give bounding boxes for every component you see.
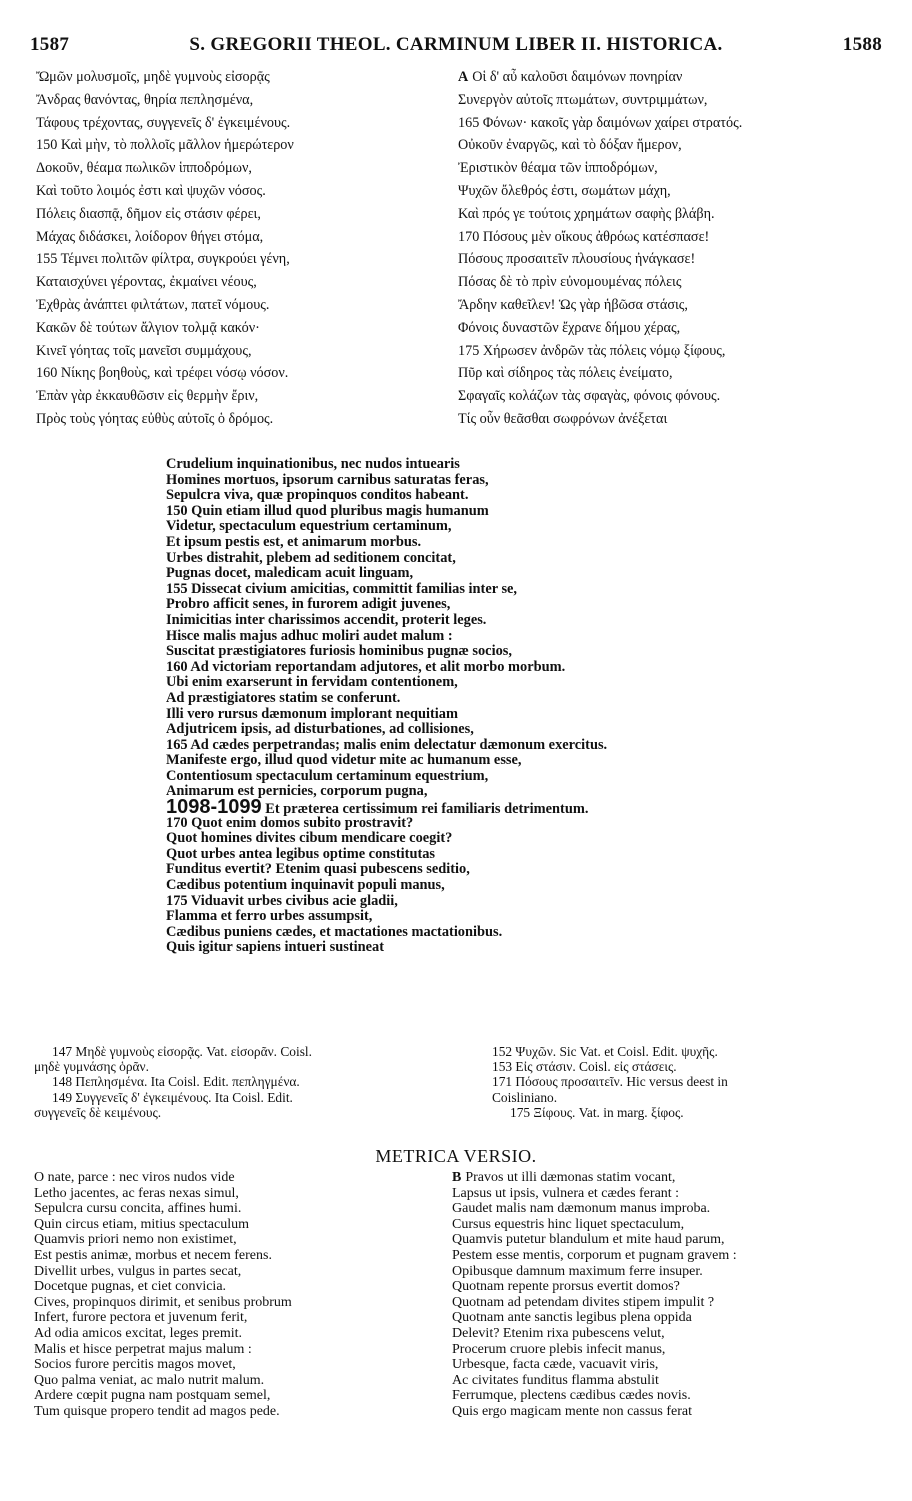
column-number-marker: 1098-1099	[166, 796, 262, 819]
greek-verse-line: Ψυχῶν ὄλεθρός ἐστι, σωμάτων μάχη,	[458, 182, 671, 199]
latin-line-text: Et præterea certissimum rei familiaris detrimentum.	[261, 801, 589, 818]
metrica-verse-line: Cives, propinquos dirimit, et senibus probrum	[34, 1294, 292, 1310]
metrica-verse-line: Sepulcra cursu concita, affines humi.	[34, 1201, 242, 1217]
metrica-verse-line: Divellit urbes, vulgus in partes secat,	[34, 1263, 242, 1279]
greek-verse-line: Συνεργὸν αὐτοῖς πτωμάτων, συντριμμάτων,	[458, 91, 708, 108]
greek-verse-line: Ἄνδρας θανόντας, θηρία πεπλησμένα,	[36, 91, 254, 108]
latin-line: Quis igitur sapiens intueri sustineat	[166, 939, 385, 956]
metrica-verse-line: Quotnam repente prorsus evertit domos?	[452, 1279, 680, 1295]
latin-line: 150 Quin etiam illud quod pluribus magis humanum	[166, 502, 489, 519]
metrica-versio-left-column	[34, 1170, 444, 1420]
latin-line: Crudelium inquinationibus, nec nudos intuearis	[166, 456, 460, 472]
page-number-left: 1587	[30, 34, 70, 55]
critical-note-line: 149 Συγγενεῖς δ' ἐγκειμένους. Ita Coisl. Edit.	[52, 1089, 293, 1105]
critical-notes-left	[34, 1044, 454, 1120]
metrica-verse-line: Quo palma veniat, ac malo nutrit malum.	[34, 1372, 265, 1388]
section-title: METRICA VERSIO.	[375, 1146, 537, 1166]
running-title: S. GREGORII THEOL. CARMINUM LIBER II. HISTORICA.	[189, 34, 723, 55]
metrica-verse-line: Docetque pugnas, et ciet convicia.	[34, 1279, 227, 1295]
greek-verse-line: Κινεῖ γόητας τοῖς μανεῖσι συμμάχους,	[36, 342, 252, 359]
greek-text-right-column	[458, 66, 898, 431]
latin-line: Cædibus potentium inquinavit populi manus,	[166, 877, 445, 894]
metrica-verse-line: Quis ergo magicam mente non cassus ferat	[452, 1403, 693, 1419]
greek-verse-line: Οὐκοῦν ἐναργῶς, καὶ τὸ δόξαν ἥμερον,	[458, 137, 682, 154]
metrica-verse-line: Est pestis animæ, morbus et necem ferens.	[34, 1247, 272, 1263]
page-header	[30, 34, 882, 62]
latin-line: Videtur, spectaculum equestrium certaminum,	[166, 518, 452, 535]
greek-verse-line: Τίς οὖν θεᾶσθαι σωφρόνων ἀνέξεται	[458, 410, 668, 427]
latin-line: Ubi enim exarserunt in fervidam contentionem,	[166, 674, 458, 691]
metrica-verse-line: Pestem esse mentis, corporum et pugnam gravem :	[452, 1247, 737, 1263]
metrica-verse-line: Malis et hisce perpetrat majus malum :	[34, 1341, 252, 1357]
greek-verse-text: Οἱ δ' αὖ καλοῦσι δαιμόνων πονηρίαν	[472, 69, 683, 85]
greek-verse-line: Πόσους προσαιτεῖν πλουσίους ἠνάγκασε!	[458, 251, 696, 268]
latin-line: Funditus evertit? Etenim quasi pubescens seditio,	[166, 861, 470, 878]
greek-verse-line: Τάφους τρέχοντας, συγγενεῖς δ' ἐγκειμένους.	[36, 114, 291, 131]
latin-line: Suscitat præstigiatores furiosis hominibus pugnæ socios,	[166, 643, 512, 660]
metrica-verse-line: Opibusque damnum maximum ferre insuper.	[452, 1263, 703, 1279]
latin-line: 160 Ad victoriam reportandam adjutores, et alit morbo morbum.	[166, 658, 566, 675]
greek-verse-line: Μάχας διδάσκει, λοίδορον θήγει στόμα,	[36, 228, 264, 245]
latin-line	[166, 796, 766, 819]
metrica-verse-line: Procerum cruore plebis infecit manus,	[452, 1341, 666, 1357]
greek-verse-line: Καὶ πρός γε τούτοις χρημάτων σαφὴς βλάβη.	[458, 205, 715, 222]
page-number-right: 1588	[842, 34, 882, 55]
greek-verse-line: Σφαγαῖς κολάζων τὰς σφαγὰς, φόνοις φόνους.	[458, 388, 721, 405]
metrica-verse-line	[452, 1170, 892, 1186]
critical-note-line: μηδὲ γυμνάσης ὁρᾶν.	[34, 1059, 149, 1075]
metrica-verse-line: Tum quisque propero tendit ad magos pede.	[34, 1403, 280, 1419]
greek-verse-line: 150 Καὶ μὴν, τὸ πολλοῖς μᾶλλον ἡμερώτερον	[36, 137, 294, 154]
metrica-verse-line: Ferrumque, plectens cædibus cædes novis.	[452, 1388, 691, 1404]
greek-verse-line: Πρὸς τοὺς γόητας εὐθὺς αὐτοῖς ὁ δρόμος.	[36, 410, 274, 427]
metrica-verse-line: O nate, parce : nec viros nudos vide	[34, 1170, 235, 1185]
greek-verse-line: Καὶ τοῦτο λοιμός ἐστι καὶ ψυχῶν νόσος.	[36, 182, 266, 199]
metrica-verse-line: Lapsus ut ipsis, vulnera et cædes ferant :	[452, 1185, 680, 1201]
greek-verse-line: 155 Τέμνει πολιτῶν φίλτρα, συγκρούει γένη,	[36, 251, 290, 268]
greek-verse-line: Καταισχύνει γέροντας, ἐκμαίνει νέους,	[36, 274, 257, 291]
metrica-verse-line: Gaudet malis nam dæmonum manus improba.	[452, 1201, 711, 1217]
latin-prose-translation	[166, 457, 766, 956]
metrica-verse-line: Quamvis priori nemo non existimet,	[34, 1232, 237, 1248]
metrica-verse-line: Quotnam ante sanctis legibus plena oppida	[452, 1310, 692, 1326]
greek-verse-line: 160 Νίκης βοηθοὺς, καὶ τρέφει νόσῳ νόσον.	[36, 365, 289, 382]
latin-line: 165 Ad cædes perpetrandas; malis enim delectatur dæmonum exercitus.	[166, 736, 608, 753]
metrica-verse-line: Quotnam ad petendam divites stipem impulit ?	[452, 1294, 715, 1310]
greek-verse-line: Πόλεις διασπᾷ, δῆμον εἰς στάσιν φέρει,	[36, 205, 261, 222]
greek-verse-line: 170 Πόσους μὲν οἴκους ἀθρόως κατέσπασε!	[458, 228, 710, 245]
critical-notes-right	[492, 1044, 892, 1120]
latin-line: Probro afficit senes, in furorem adigit juvenes,	[166, 596, 451, 613]
latin-line: Et ipsum pestis est, et animarum morbus.	[166, 533, 422, 550]
greek-verse-line: 165 Φόνων· κακοῖς γὰρ δαιμόνων χαίρει στρατός.	[458, 114, 743, 131]
latin-line: 175 Viduavit urbes civibus acie gladii,	[166, 892, 398, 909]
greek-verse-line: Ἐπὰν γὰρ ἐκκαυθῶσιν εἰς θερμὴν ἔριν,	[36, 388, 259, 405]
latin-line: Sepulcra viva, quæ propinquos conditos habeant.	[166, 487, 469, 504]
critical-note-line: Coisliniano.	[492, 1089, 558, 1105]
latin-line: Pugnas docet, maledicam acuit linguam,	[166, 565, 414, 582]
critical-note-line: 147 Μηδὲ γυμνοὺς εἰσορᾷς. Vat. εἰσορᾶν. Coisl.	[52, 1044, 312, 1059]
latin-line: Urbes distrahit, plebem ad seditionem concitat,	[166, 549, 456, 566]
latin-line: Hisce malis majus adhuc moliri audet malum :	[166, 627, 453, 644]
greek-verse-line: Δοκοῦν, θέαμα πωλικῶν ἱπποδρόμων,	[36, 160, 252, 177]
metrica-verse-line: Quin circus etiam, mitius spectaculum	[34, 1216, 250, 1232]
latin-line: Quot homines divites cibum mendicare coegit?	[166, 830, 453, 847]
metrica-versio-right-column	[452, 1170, 892, 1420]
metrica-verse-text: Pravos ut illi dæmonas statim vocant,	[465, 1170, 676, 1185]
metrica-verse-line: Letho jacentes, ac feras nexas simul,	[34, 1185, 239, 1201]
latin-line: Contentiosum spectaculum certaminum equestrium,	[166, 767, 489, 784]
metrica-verse-line: Ardere cœpit pugna nam postquam semel,	[34, 1388, 271, 1404]
latin-line: 170 Quot enim domos subito prostravit?	[166, 814, 414, 831]
metrica-verse-line: Quamvis putetur blandulum et mite haud parum,	[452, 1232, 725, 1248]
metrica-verse-line: Cursus equestris hinc liquet spectaculum,	[452, 1216, 685, 1232]
metrica-verse-line: Socios furore percitis magos movet,	[34, 1357, 236, 1373]
greek-verse-line: Φόνοις δυναστῶν ἔχρανε δήμου χέρας,	[458, 319, 681, 336]
greek-verse-line: Ἄρδην καθεῖλεν! Ὡς γὰρ ἡβῶσα στάσις,	[458, 296, 688, 313]
latin-line: Animarum est pernicies, corporum pugna,	[166, 783, 428, 800]
latin-line: Quot urbes antea legibus optime constitutas	[166, 845, 436, 862]
metrica-verse-line: Infert, furore pectora et juvenum ferit,	[34, 1310, 248, 1326]
latin-line: Manifeste ergo, illud quod videtur mite ac humanum esse,	[166, 752, 522, 769]
greek-verse-line: Πῦρ καὶ σίδηρος τὰς πόλεις ἐνείματο,	[458, 365, 673, 382]
critical-note-line: 175 Ξίφους. Vat. in marg. ξίφος.	[510, 1104, 684, 1120]
column-marker-a: A	[458, 69, 469, 85]
latin-line: Cædibus puniens cædes, et mactationes mactationibus.	[166, 923, 503, 940]
metrica-verse-line: Ad odia amicos excitat, leges premit.	[34, 1325, 242, 1341]
greek-verse-line: Ἐχθρὰς ἀνάπτει φιλτάτων, πατεῖ νόμους.	[36, 296, 270, 313]
latin-line: Homines mortuos, ipsorum carnibus saturatas feras,	[166, 471, 489, 488]
critical-note-line: 171 Πόσους προσαιτεῖν. Hic versus deest in	[492, 1074, 728, 1090]
latin-line: Ad præstigiatores statim se conferunt.	[166, 689, 401, 706]
critical-note-line: 152 Ψυχῶν. Sic Vat. et Coisl. Edit. ψυχῆς.	[492, 1044, 718, 1059]
metrica-verse-line: Delevit? Etenim rixa pubescens velut,	[452, 1325, 665, 1341]
metrica-verse-line: Urbesque, facta cæde, vacuavit viris,	[452, 1357, 659, 1373]
greek-verse-line: Πόσας δὲ τὸ πρὶν εὐνομουμένας πόλεις	[458, 274, 682, 291]
greek-verse-line	[458, 66, 898, 89]
greek-verse-line: Ἐριστικὸν θέαμα τῶν ἱπποδρόμων,	[458, 160, 658, 177]
critical-note-line: 148 Πεπλησμένα. Ita Coisl. Edit. πεπληγμένα.	[52, 1074, 300, 1090]
metrica-verse-line: Ac civitates funditus flamma abstulit	[452, 1372, 659, 1388]
latin-line: Illi vero rursus dæmonum implorant nequitiam	[166, 705, 458, 722]
latin-line: Inimicitias inter charissimos accendit, proterit leges.	[166, 611, 487, 628]
critical-note-line: 153 Εἰς στάσιν. Coisl. εἰς στάσεις.	[492, 1059, 677, 1075]
greek-verse-line: Ὤμῶν μολυσμοῖς, μηδὲ γυμνοὺς εἰσορᾷς	[36, 69, 270, 85]
greek-verse-line: Κακῶν δὲ τούτων ἄλγιον τολμᾷ κακόν·	[36, 319, 260, 336]
latin-line: Flamma et ferro urbes assumpsit,	[166, 908, 373, 925]
latin-line: 155 Dissecat civium amicitias, committit familias inter se,	[166, 580, 518, 597]
greek-text-left-column	[36, 66, 446, 431]
greek-verse-line: 175 Χήρωσεν ἀνδρῶν τὰς πόλεις νόμῳ ξίφους,	[458, 342, 726, 359]
critical-note-line: συγγενεῖς δὲ κειμένους.	[34, 1104, 162, 1120]
column-marker-b: B	[452, 1170, 462, 1185]
latin-line: Adjutricem ipsis, ad disturbationes, ad collisiones,	[166, 721, 474, 738]
